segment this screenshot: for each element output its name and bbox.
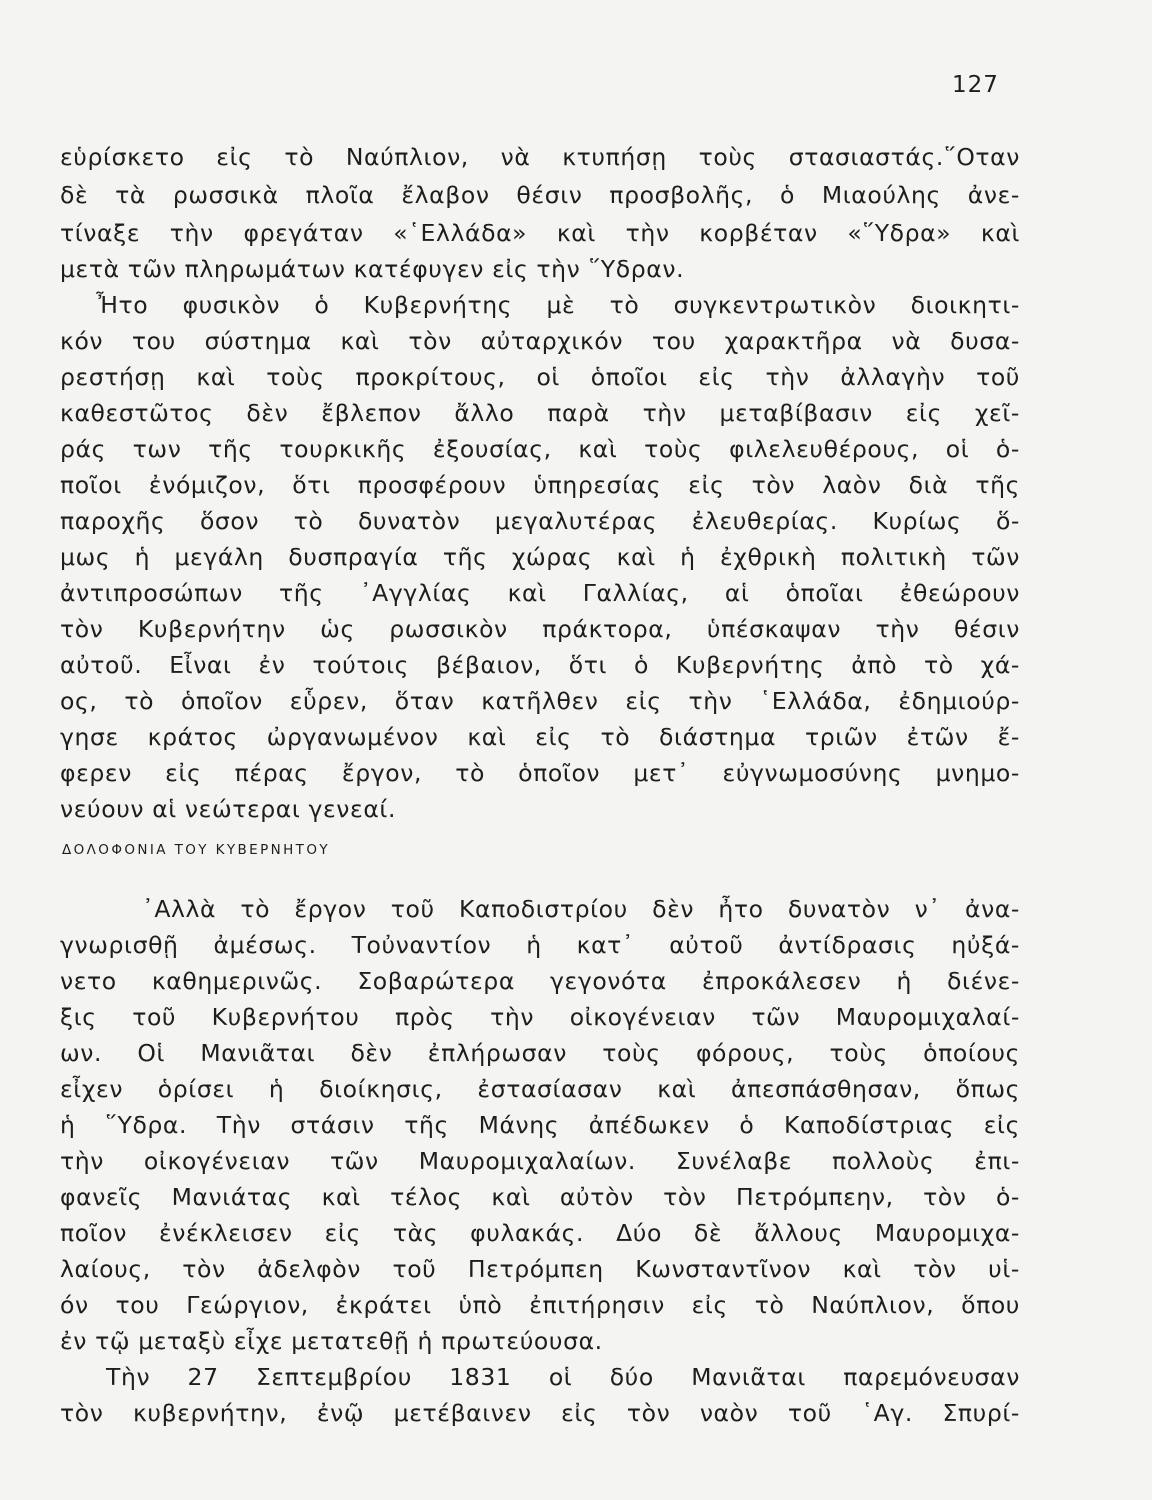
text-line: ἡ ῞Υδρα. Τὴν στάσιν τῆς Μάνης ἀπέδωκεν ὁ Καποδίστριας εἰς <box>60 1111 1020 1139</box>
text-line: φερεν εἰς πέρας ἔργον, τὸ ὁποῖον μετ᾿ εὐγνωμοσύνης μνημο- <box>60 759 1020 787</box>
text-line: νετο καθημερινῶς. Σοβαρώτερα γεγονότα ἐπροκάλεσεν ἡ διένε- <box>60 967 1020 995</box>
text-line: όν του Γεώργιον, ἐκράτει ὑπὸ ἐπιτήρησιν εἰς τὸ Ναύπλιον, ὅπου <box>60 1291 1020 1319</box>
section-heading: ΔΟΛΟΦΟΝΙΑ ΤΟΥ ΚΥΒΕΡΝΗΤΟΥ <box>62 842 330 858</box>
text-line: ρεστήσῃ καὶ τοὺς προκρίτους, οἱ ὁποῖοι εἰς τὴν ἀλλαγὴν τοῦ <box>60 363 1020 391</box>
text-line: νεύουν αἱ νεώτεραι γενεαί. <box>60 795 397 823</box>
text-line: ἀντιπροσώπων τῆς ᾿Αγγλίας καὶ Γαλλίας, αἱ ὁποῖαι ἐθεώρουν <box>60 579 1020 607</box>
text-line: τίναξε τὴν φρεγάταν «῾Ελλάδα» καὶ τὴν κορβέταν «῞Υδρα» καὶ <box>60 219 1020 247</box>
text-line: γησε κράτος ὠργανωμένον καὶ εἰς τὸ διάστημα τριῶν ἐτῶν ἔ- <box>60 723 1020 751</box>
text-line: ων. Οἱ Μανιᾶται δὲν ἐπλήρωσαν τοὺς φόρους, τοὺς ὁποίους <box>60 1039 1020 1067</box>
text-line: γνωρισθῇ ἀμέσως. Τοὐναντίον ἡ κατ᾿ αὐτοῦ ἀντίδρασις ηὐξά- <box>60 931 1020 959</box>
text-line: ράς των τῆς τουρκικῆς ἐξουσίας, καὶ τοὺς φιλελευθέρους, οἱ ὁ- <box>60 435 1020 463</box>
text-line: δὲ τὰ ρωσσικὰ πλοῖα ἔλαβον θέσιν προσβολῆς, ὁ Μιαούλης ἀνε- <box>60 181 1020 209</box>
page-number: 127 <box>952 72 999 98</box>
text-line: ποῖον ἐνέκλεισεν εἰς τὰς φυλακάς. Δύο δὲ ἄλλους Μαυρομιχα- <box>60 1219 1020 1247</box>
text-line: ος, τὸ ὁποῖον εὗρεν, ὅταν κατῆλθεν εἰς τὴν ῾Ελλάδα, ἐδημιούρ- <box>60 687 1020 715</box>
text-line: μετὰ τῶν πληρωμάτων κατέφυγεν εἰς τὴν ῞Υδραν. <box>60 255 685 283</box>
text-line: φανεῖς Μανιάτας καὶ τέλος καὶ αὐτὸν τὸν Πετρόμπεην, τὸν ὁ- <box>60 1183 1020 1211</box>
text-line: ᾿Αλλὰ τὸ ἔργον τοῦ Καποδιστρίου δὲν ἦτο δυνατὸν ν᾿ ἀνα- <box>142 895 1020 923</box>
text-line: καθεστῶτος δὲν ἔβλεπον ἄλλο παρὰ τὴν μεταβίβασιν εἰς χεῖ- <box>60 399 1020 427</box>
text-line: εἶχεν ὁρίσει ἡ διοίκησις, ἐστασίασαν καὶ ἀπεσπάσθησαν, ὅπως <box>60 1075 1020 1103</box>
text-line: παροχῆς ὅσον τὸ δυνατὸν μεγαλυτέρας ἐλευθερίας. Κυρίως ὅ- <box>60 507 1020 535</box>
text-line: ξις τοῦ Κυβερνήτου πρὸς τὴν οἰκογένειαν τῶν Μαυρομιχαλαί- <box>60 1003 1020 1031</box>
text-line: αὐτοῦ. Εἶναι ἐν τούτοις βέβαιον, ὅτι ὁ Κυβερνήτης ἀπὸ τὸ χά- <box>60 651 1020 679</box>
text-line: Τὴν 27 Σεπτεμβρίου 1831 οἱ δύο Μανιᾶται παρεμόνευσαν <box>106 1363 1020 1391</box>
text-line: ἐν τῷ μεταξὺ εἶχε μετατεθῇ ἡ πρωτεύουσα. <box>60 1327 603 1355</box>
text-line: κόν του σύστημα καὶ τὸν αὐταρχικόν του χαρακτῆρα νὰ δυσα- <box>60 327 1020 355</box>
text-line: μως ἡ μεγάλη δυσπραγία τῆς χώρας καὶ ἡ ἐχθρικὴ πολιτικὴ τῶν <box>60 543 1020 571</box>
text-line: λαίους, τὸν ἀδελφὸν τοῦ Πετρόμπεη Κωνσταντῖνον καὶ τὸν υἱ- <box>60 1255 1020 1283</box>
text-line: ποῖοι ἐνόμιζον, ὅτι προσφέρουν ὑπηρεσίας εἰς τὸν λαὸν διὰ τῆς <box>60 471 1020 499</box>
text-line: Ἦτο φυσικὸν ὁ Κυβερνήτης μὲ τὸ συγκεντρωτικὸν διοικητι- <box>96 291 1020 319</box>
text-line: τὴν οἰκογένειαν τῶν Μαυρομιχαλαίων. Συνέλαβε πολλοὺς ἐπι- <box>60 1147 1020 1175</box>
text-line: τὸν Κυβερνήτην ὡς ρωσσικὸν πράκτορα, ὑπέσκαψαν τὴν θέσιν <box>60 615 1020 643</box>
text-line: τὸν κυβερνήτην, ἐνῷ μετέβαινεν εἰς τὸν ναὸν τοῦ ῾Αγ. Σπυρί- <box>60 1399 1020 1427</box>
text-line: εὑρίσκετο εἰς τὸ Ναύπλιον, νὰ κτυπήσῃ τοὺς στασιαστάς.῞Οταν <box>60 143 1020 171</box>
